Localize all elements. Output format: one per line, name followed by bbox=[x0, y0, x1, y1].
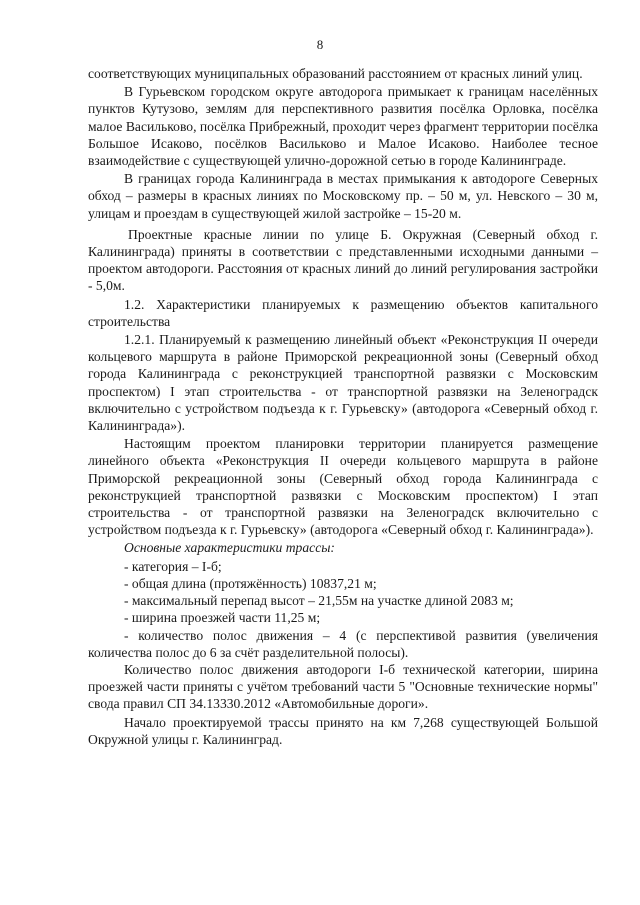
list-item: - максимальный перепад высот – 21,55м на участке длиной 2083 м; bbox=[124, 593, 514, 609]
page-number: 8 bbox=[316, 37, 324, 52]
characteristics-heading: Основные характеристики трассы: bbox=[124, 540, 335, 556]
list-item: - категория – I-б; bbox=[124, 558, 222, 574]
list-item: - количество полос движения – 4 (с перспективой развития (увеличения количества полос до 6 за счёт разделительной полосы). bbox=[88, 627, 598, 660]
paragraph-route-start: Начало проектируемой трассы принято на км 7,268 существующей Большой Окружной улицы г. Калининград. bbox=[88, 714, 598, 747]
paragraph-continuation: соответствующих муниципальных образований расстоянием от красных линий улиц. bbox=[88, 66, 583, 81]
paragraph-guryevsk: В Гурьевском городском округе автодорога примыкает к границам населённых пунктов Кутузово, землям для перспективного развития посёлка Орловка, посёлка малое Васильково, посёлка Прибрежный, проходит через фрагмент территории посёлка Большое Исаково, посёлков Васильково и Малое Исаково. Наиболее тесное взаимодействие с существующей улично-дорожной сетью в городе Калининграде. bbox=[88, 84, 598, 169]
document-body bbox=[88, 65, 598, 749]
section-heading-1-2: 1.2. Характеристики планируемых к размещению объектов капитального строительства bbox=[88, 296, 598, 329]
paragraph-1-2-1: 1.2.1. Планируемый к размещению линейный объект «Реконструкция II очереди кольцевого маршрута в районе Приморской рекреационной зоны (Северный обход города Калининграда с реконструкцией транспортной развязки с Московским проспектом) I этап строительства - от транспортной развязки на Зеленоградск включительно с устройством подъезда к г. Гурьевску» (автодорога «Северный обход г. Калининграда»). bbox=[88, 332, 598, 434]
paragraph-lanes-requirements: Количество полос движения автодороги I-б технической категории, ширина проезжей части приняты с учётом требований части 5 "Основные технические нормы" свода правил СП 34.13330.2012 «Автомобильные дороги». bbox=[88, 661, 598, 712]
paragraph-red-lines: Проектные красные линии по улице Б. Окружная (Северный обход г. Калининграда) приняты в соответствии с представленными исходными данными – проектом автодороги. Расстояния от красных линий до линий регулирования застройки - 5,0м. bbox=[88, 226, 598, 294]
characteristics-list bbox=[88, 558, 598, 661]
paragraph-project-planning: Настоящим проектом планировки территории планируется размещение линейного объекта «Реконструкция II очереди кольцевого маршрута в районе Приморской рекреационной зоны (Северный обход города Калининграда с реконструкцией транспортной развязки с Московским проспектом) I этап строительства - от транспортной развязки на Зеленоградск включительно с устройством подъезда к г. Гурьевску» (автодорога «Северный обход г. Калининграда»). bbox=[88, 436, 598, 538]
list-item: - ширина проезжей части 11,25 м; bbox=[124, 610, 321, 626]
list-item: - общая длина (протяжённость) 10837,21 м; bbox=[124, 575, 377, 591]
paragraph-kaliningrad-borders: В границах города Калининграда в местах примыкания к автодороге Северных обход – размеры в красных линиях по Московскому пр. – 50 м, ул. Невского – 30 м, улицам и проездам в существующей жилой застройке – 15-20 м. bbox=[88, 171, 598, 221]
